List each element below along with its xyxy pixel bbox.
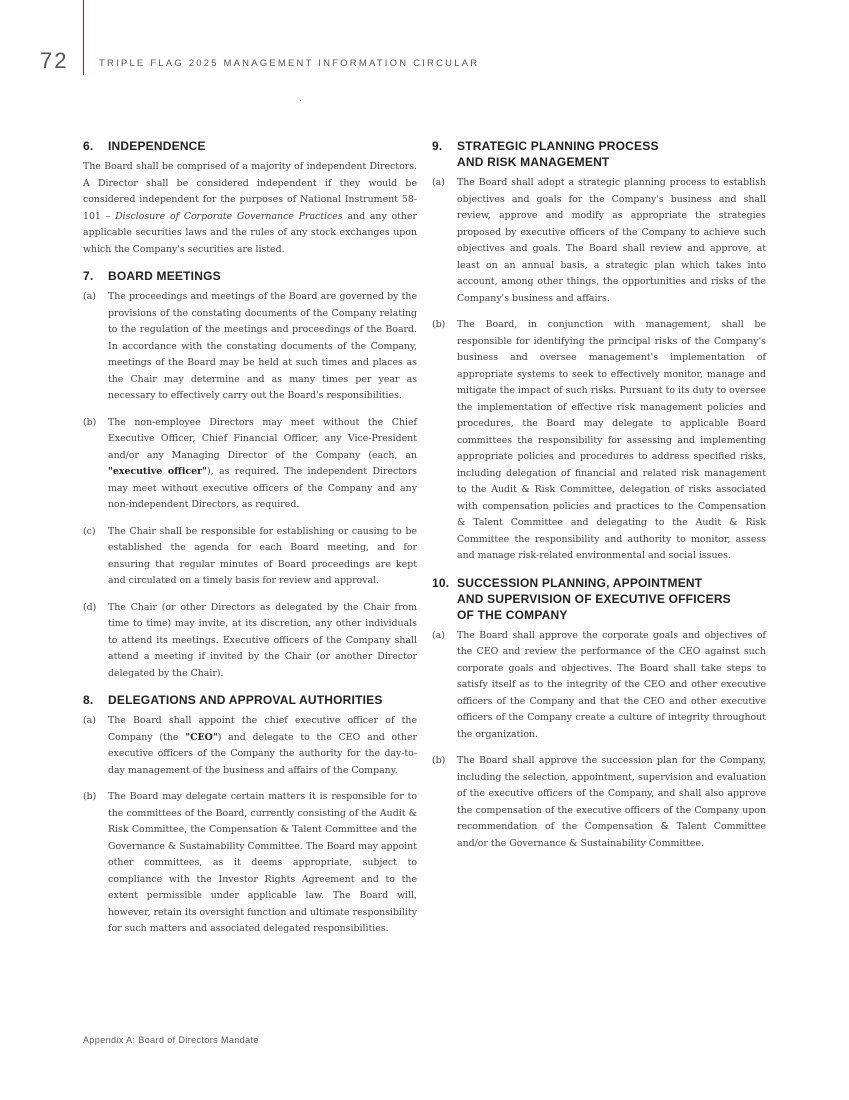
section-number: 10. bbox=[432, 575, 450, 590]
section-number: 8. bbox=[83, 693, 94, 707]
defined-term: "executive officer" bbox=[108, 466, 207, 477]
item-text: The Board may delegate certain matters it is responsible for to the committees of the Board, currently consisting of the Audit & Risk Committee, the Compensation & Talent Committee and the Governance & Sustainability Committee. The Board may appoint other committees, as it deems appropriate, subject to compliance with the Investor Rights Agreement and to the extent permissible under applicable law. The Board will, however, retain its oversight function and ultimate responsibility for such matters and associated delegated responsibilities. bbox=[108, 791, 417, 934]
right-column bbox=[432, 138, 766, 862]
section-number: 7. bbox=[83, 269, 94, 283]
item-label: (d) bbox=[83, 601, 97, 613]
section-number: 9. bbox=[432, 139, 443, 153]
text-span: The non-employee Directors may meet without the Chief Executive Officer, Chief Financial Officer, any Vice-President and/or any Managing Director of the Company (each, an bbox=[108, 416, 417, 461]
section-heading bbox=[83, 138, 417, 154]
italic-citation: Disclosure of Corporate Governance Practices bbox=[115, 210, 343, 222]
item-label: (a) bbox=[83, 715, 96, 726]
item-text: The Board shall adopt a strategic planning process to establish objectives and goals for the Company's business and shall review, approve and modify as appropriate the strategies proposed by executive officers of the Company to achieve such objectives and goals. The Board shall review and approve, at least on an annual basis, a strategic plan which takes into account, among other things, the opportunities and risks of the Company's business and affairs. bbox=[457, 177, 766, 304]
item-text: The Board, in conjunction with management, shall be responsible for identifying the principal risks of the Company's business and oversee management's implementation of appropriate systems to seek to effectively monitor, manage and mitigate the impact of such risks. Pursuant to its duty to oversee the implementation of effective risk management policies and procedures, the Board may delegate to applicable Board committees the responsibility for assessing and implementing appropriate policies and procedures to address specified risks, including delegation of financial and related risk management to the Audit & Risk Committee, delegation of risks associated with compensation policies and practices to the Compensation & Talent Committee and delegating to the Audit & Risk Committee the responsibility and authority to monitor, assess and manage risk-related environmental and social issues. bbox=[457, 319, 766, 561]
section-title: INDEPENDENCE bbox=[108, 139, 206, 153]
section-number: 6. bbox=[83, 139, 94, 153]
item-text: The Board shall approve the corporate goals and objectives of the CEO and review the performance of the CEO against such corporate goals and objectives. The Board shall take steps to satisfy itself as to the integrity of the CEO and other executive officers of the Company and that the CEO and other executive officers of the Company create a culture of integrity throughout the organization. bbox=[457, 629, 766, 740]
page-number: 72 bbox=[40, 48, 69, 73]
section-heading bbox=[83, 692, 417, 708]
item-text: The proceedings and meetings of the Board are governed by the provisions of the constating documents of the Company relating to the regulation of the meetings and proceedings of the Board. In accordance with the constating documents of the Company, meetings of the Board may be held at such times and places as the Chair may determine and as many times per year as necessary to effectively carry out the Board's responsibilities. bbox=[108, 291, 417, 401]
footer-text: Appendix A: Board of Directors Mandate bbox=[83, 1035, 259, 1045]
list-item bbox=[432, 175, 766, 307]
section-heading bbox=[432, 575, 766, 623]
header-accent-line bbox=[83, 0, 84, 75]
item-text: The Chair shall be responsible for establishing or causing to be established the agenda for each Board meeting, and for ensuring that regular minutes of Board proceedings are kept and circulated on a timely basis for review and approval. bbox=[108, 525, 417, 586]
paragraph bbox=[83, 159, 417, 258]
section-title: DELEGATIONS AND APPROVAL AUTHORITIES bbox=[108, 693, 383, 707]
section-independence bbox=[83, 138, 417, 258]
left-column bbox=[83, 138, 417, 948]
list-item bbox=[83, 789, 417, 938]
item-label: (b) bbox=[432, 319, 446, 330]
item-label: (a) bbox=[432, 177, 445, 188]
defined-term: "CEO" bbox=[185, 731, 218, 743]
item-text bbox=[108, 415, 417, 514]
list-item bbox=[83, 600, 417, 683]
item-text: The Board shall approve the succession plan for the Company, including the selection, appointment, supervision and evaluation of the executive officers of the Company, and shall also approve the compensation of the executive officers of the Company upon recommendation of the Compensation & Talent Committee and/or the Governance & Sustainability Committee. bbox=[457, 755, 766, 849]
item-text bbox=[108, 713, 417, 779]
list-item bbox=[83, 713, 417, 779]
section-board-meetings bbox=[83, 268, 417, 682]
text-span: The Board shall be comprised of a majority of independent Directors. A Director shall be considered independent if they would be considered independent for the purposes of National Instrument 58-101 – bbox=[83, 161, 417, 222]
section-title: BOARD MEETINGS bbox=[108, 269, 221, 283]
section-heading bbox=[432, 138, 766, 170]
section-title: SUCCESSION PLANNING, APPOINTMENT AND SUPERVISION OF EXECUTIVE OFFICERS OF THE COMPANY bbox=[457, 575, 731, 622]
section-succession-planning bbox=[432, 575, 766, 853]
item-label: (b) bbox=[432, 755, 446, 766]
list-item bbox=[83, 415, 417, 514]
list-item bbox=[83, 524, 417, 590]
section-title: STRATEGIC PLANNING PROCESS AND RISK MANAGEMENT bbox=[457, 139, 659, 169]
list-item bbox=[432, 628, 766, 744]
section-strategic-planning bbox=[432, 138, 766, 565]
item-label: (a) bbox=[432, 629, 445, 641]
item-label: (c) bbox=[83, 525, 96, 537]
item-label: (a) bbox=[83, 291, 96, 302]
list-item bbox=[432, 317, 766, 565]
item-label: (b) bbox=[83, 416, 97, 428]
text-span: ) and delegate to the CEO and other executive officers of the Company the authority for the day-to-day management of the business and affairs of the Company. bbox=[108, 731, 417, 776]
section-delegations bbox=[83, 692, 417, 938]
stray-dot bbox=[300, 100, 301, 101]
list-item bbox=[83, 289, 417, 405]
section-heading bbox=[83, 268, 417, 284]
text-span: ), as required. The independent Directors may meet without executive officers of the Company and any non-independent Directors, as required. bbox=[108, 466, 417, 510]
text-span: The Board shall appoint the chief executive officer of the Company (the bbox=[108, 715, 417, 743]
item-text: The Chair (or other Directors as delegated by the Chair from time to time) may invite, at its discretion, any other individuals to attend its meetings. Executive officers of the Company shall attend a meeting if invited by the Chair (or another Director delegated by the Chair). bbox=[108, 601, 417, 679]
list-item bbox=[432, 753, 766, 852]
text-span: and any other applicable securities laws and the rules of any stock exchanges upon which the Company's securities are listed. bbox=[83, 210, 418, 255]
header-title: TRIPLE FLAG 2025 MANAGEMENT INFORMATION CIRCULAR bbox=[99, 58, 480, 69]
item-label: (b) bbox=[83, 791, 97, 802]
